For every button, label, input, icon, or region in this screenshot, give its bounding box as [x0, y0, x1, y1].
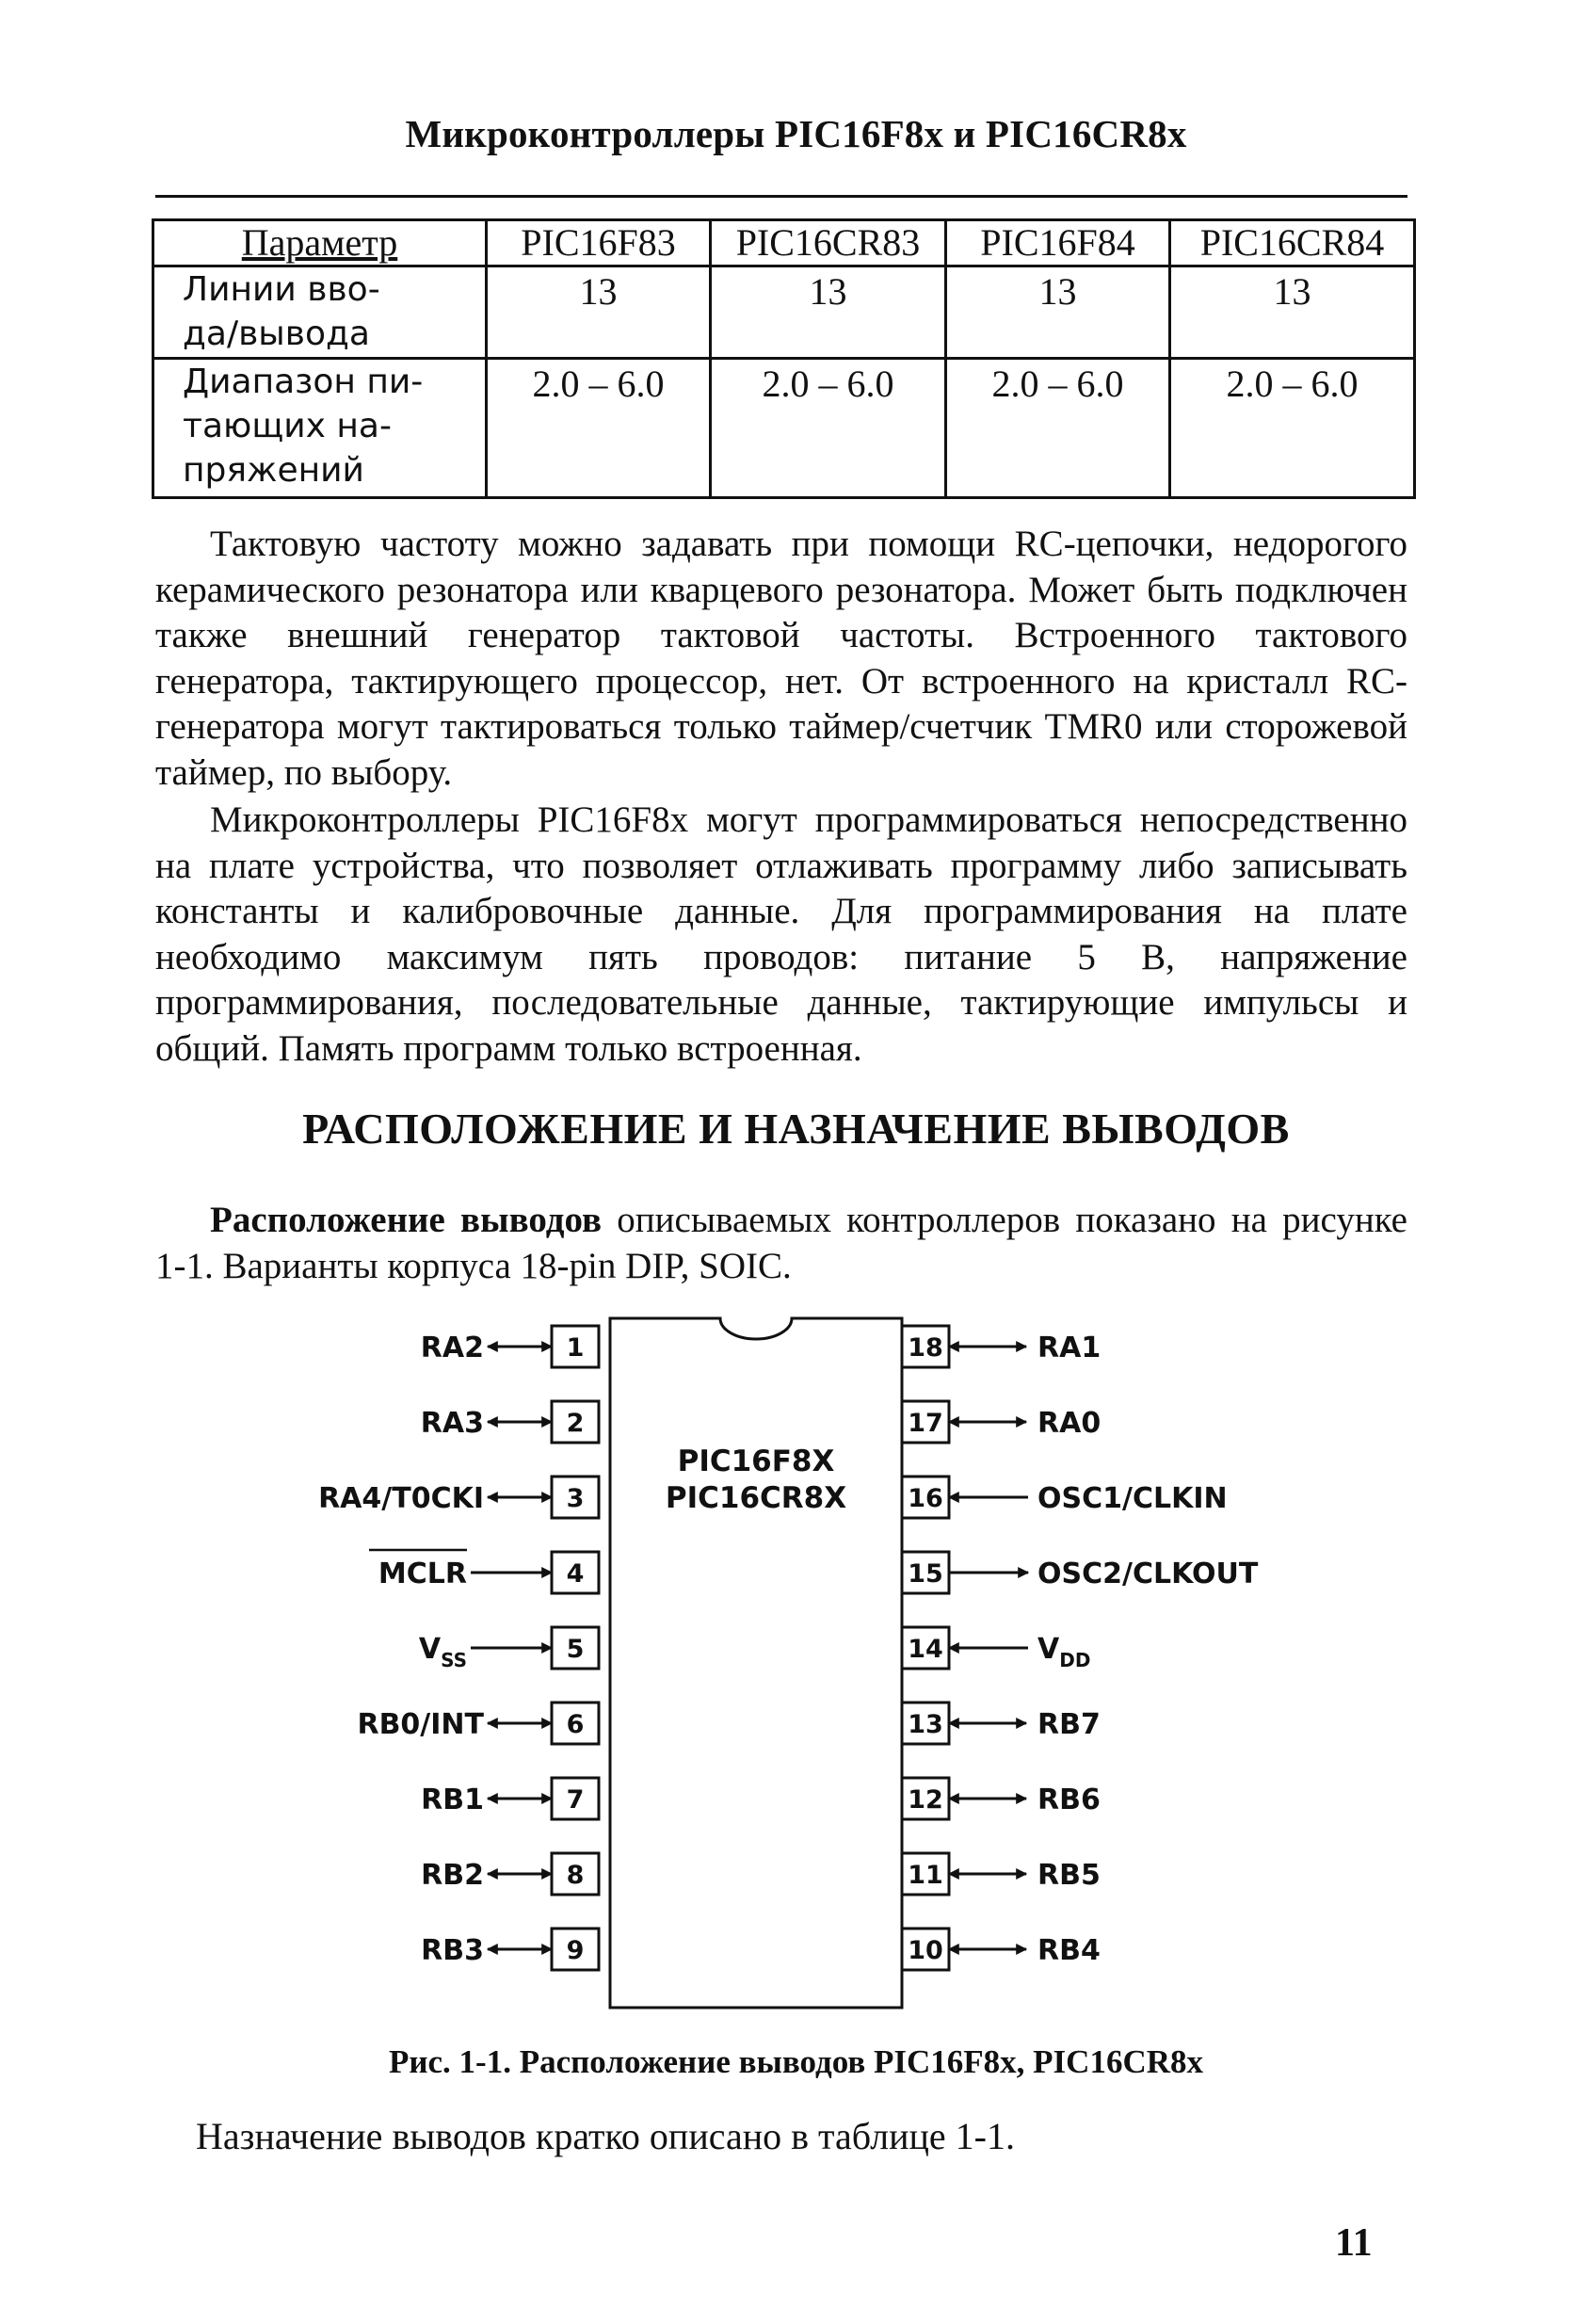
- pin-label: RB0/INT: [357, 1708, 484, 1741]
- pin-label: OSC1/CLKIN: [1037, 1482, 1228, 1515]
- pin-label: $V_{SS}$: [418, 1633, 467, 1671]
- figure-caption: Рис. 1-1. Расположение выводов PIC16F8x, PIC16CR8x: [388, 2043, 1204, 2080]
- pin-label: RA0: [1037, 1407, 1102, 1440]
- pin-number: 6: [566, 1710, 585, 1739]
- row-label-line: тающих на-: [183, 407, 392, 445]
- pin-13: [902, 1703, 1101, 1744]
- pin-number: 18: [908, 1333, 943, 1363]
- spec-table: [152, 218, 1416, 499]
- section-intro: [155, 1198, 1407, 1289]
- pin-2: [421, 1401, 599, 1443]
- table-cell: 2.0 – 6.0: [487, 359, 711, 498]
- pin-label: OSC2/CLKOUT: [1037, 1557, 1259, 1590]
- chip-name-line2: PIC16CR8X: [665, 1481, 847, 1515]
- page-number: 11: [1335, 2221, 1373, 2265]
- pin-number: 8: [566, 1861, 585, 1890]
- pin-16: [902, 1477, 1228, 1518]
- pin-7: [421, 1778, 599, 1819]
- footer-text: Назначение выводов кратко описано в таблице 1-1.: [196, 2115, 1015, 2157]
- left-pins: [318, 1326, 599, 1970]
- pin-number: 15: [908, 1559, 943, 1589]
- pin-label: RB6: [1037, 1783, 1101, 1816]
- table-cell: 2.0 – 6.0: [711, 359, 946, 498]
- table-cell: 13: [711, 266, 946, 359]
- chip-name-line1: PIC16F8X: [677, 1444, 835, 1478]
- header-rule: [155, 195, 1407, 198]
- pin-6: [357, 1703, 599, 1744]
- paragraph-text: Микроконтроллеры PIC16F8x могут программироваться непосредственно на плате устройства, что позволяет отлаживать программу либо записывать константы и калибровочные данные. Для программирования на плате необходимо максимум пять проводов: питание 5 В, напряжение программирования, последовательные данные, тактирующие импульсы и общий. Память программ только встроенная.: [155, 799, 1407, 1069]
- table-row-label: [153, 359, 487, 498]
- row-label-line: Диапазон пи-: [183, 363, 424, 401]
- table-header-cell: PIC16CR84: [1170, 220, 1415, 266]
- pin-number: 3: [566, 1484, 585, 1513]
- table-header-row: [153, 220, 1415, 266]
- pin-9: [421, 1929, 599, 1970]
- table-cell: 2.0 – 6.0: [1170, 359, 1415, 498]
- table-header-cell: PIC16CR83: [711, 220, 946, 266]
- page-header: Микроконтроллеры PIC16F8x и PIC16CR8x: [405, 112, 1187, 155]
- pin-number: 11: [908, 1861, 943, 1890]
- table-header-cell: PIC16F83: [487, 220, 711, 266]
- row-label-line: да/вывода: [183, 315, 370, 353]
- pin-number: 13: [908, 1710, 943, 1739]
- pin-18: [902, 1326, 1101, 1367]
- right-pins: [902, 1326, 1259, 1970]
- pin-number: 7: [566, 1785, 585, 1815]
- pin-number: 10: [908, 1936, 943, 1965]
- pin-label: RA4/T0CKI: [318, 1482, 484, 1515]
- pin-12: [902, 1778, 1101, 1819]
- paragraph-clock: [155, 522, 1407, 796]
- pin-label: RB4: [1037, 1934, 1101, 1967]
- pin-number: 14: [908, 1635, 943, 1664]
- pinout-diagram: [0, 1299, 1592, 2025]
- pin-label: RB1: [421, 1783, 484, 1816]
- intro-bold: Расположение выводов: [210, 1200, 603, 1240]
- table-header-cell: PIC16F84: [946, 220, 1170, 266]
- chip-body: [610, 1318, 902, 2008]
- pin-label: RB2: [421, 1859, 484, 1892]
- pin-8: [421, 1853, 599, 1895]
- row-label-line: Линии вво-: [183, 270, 380, 309]
- section-title: РАСПОЛОЖЕНИЕ И НАЗНАЧЕНИЕ ВЫВОДОВ: [302, 1105, 1290, 1153]
- pin-3: [318, 1477, 599, 1518]
- paragraph-text: Тактовую частоту можно задавать при помощи RC-цепочки, недорогого керамического резонатора или кварцевого резонатора. Может быть подключен также внешний генератор тактовой частоты. Встроенного тактового генератора, тактирующего процессор, нет. От встроенного на кристалл RC-генератора могут тактироваться только таймер/счетчик TMR0 или сторожевой таймер, по выбору.: [155, 524, 1407, 793]
- pin-5: [419, 1627, 599, 1671]
- paragraph-programming: [155, 798, 1407, 1072]
- pin-label: MCLR: [378, 1557, 467, 1590]
- pin-17: [902, 1401, 1101, 1443]
- pin-number: 16: [908, 1484, 943, 1513]
- pin-label: RB3: [421, 1934, 484, 1967]
- pin-4: [369, 1550, 599, 1593]
- pin-15: [902, 1552, 1259, 1593]
- table-header-cell: Параметр: [153, 220, 487, 266]
- table-row-label: [153, 266, 487, 359]
- pin-number: 17: [908, 1409, 943, 1438]
- pin-number: 9: [566, 1936, 585, 1965]
- pin-number: 5: [566, 1635, 585, 1664]
- pin-label: RB5: [1037, 1859, 1101, 1892]
- pin-14: [902, 1627, 1090, 1671]
- pin-1: [421, 1326, 599, 1367]
- pin-label: RA2: [420, 1331, 484, 1364]
- table-cell: 2.0 – 6.0: [946, 359, 1170, 498]
- pin-label: RA3: [420, 1407, 484, 1440]
- pin-number: 4: [566, 1559, 585, 1589]
- table-cell: 13: [487, 266, 711, 359]
- table-row: [153, 359, 1415, 498]
- pin-label: RB7: [1037, 1708, 1101, 1741]
- pin-number: 2: [566, 1409, 585, 1438]
- row-label-line: пряжений: [183, 451, 364, 490]
- pin-number: 12: [908, 1785, 943, 1815]
- pin-10: [902, 1929, 1101, 1970]
- table-cell: 13: [946, 266, 1170, 359]
- pin-11: [902, 1853, 1101, 1895]
- pin-number: 1: [566, 1333, 585, 1363]
- table-row: [153, 266, 1415, 359]
- table-cell: 13: [1170, 266, 1415, 359]
- intro-rest: описываемых контроллеров показано на рисунке 1-1. Варианты корпуса 18-pin DIP, SOIC.: [155, 1200, 1407, 1286]
- pin-label: $V_{DD}$: [1037, 1633, 1091, 1671]
- pin-label: RA1: [1037, 1331, 1102, 1364]
